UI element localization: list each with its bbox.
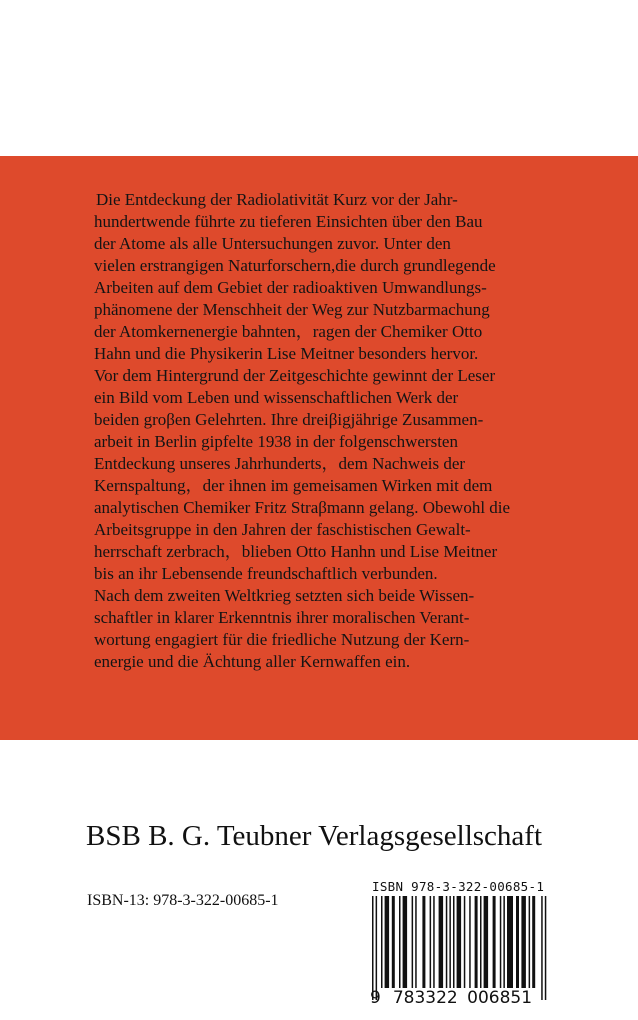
barcode-bar (541, 896, 543, 1000)
barcode-bar (392, 896, 395, 988)
isbn-label: ISBN-13: 978-3-322-00685-1 (87, 892, 279, 909)
publisher-name: BSB B. G. Teubner Verlagsgesellschaft (86, 820, 542, 852)
blurb-line: Arbeitsgruppe in den Jahren der faschistischen Gewalt- (94, 520, 471, 539)
barcode-bar (439, 896, 444, 988)
blurb-line: Vor dem Hintergrund der Zeitgeschichte gewinnt der Leser (94, 366, 496, 385)
barcode-bar (381, 896, 383, 988)
barcode-digit-first: 9 (370, 988, 381, 1008)
barcode-bar (507, 896, 513, 988)
barcode-bar (500, 896, 502, 988)
blurb-line: phänomene der Menschheit der Weg zur Nutzbarmachung (94, 300, 490, 319)
barcode-digits-right: 006851 (467, 988, 533, 1008)
barcode-bar (412, 896, 414, 988)
blurb-line: vielen erstrangigen Naturforschern,die durch grundlegende (94, 256, 496, 275)
barcode-bar (464, 896, 466, 988)
blurb-line: arbeit in Berlin gipfelte 1938 in der folgenschwersten (94, 432, 458, 451)
barcode-isbn-text: ISBN 978-3-322-00685-1 (372, 879, 545, 894)
blurb-line: hundertwende führte zu tieferen Einsichten über den Bau (94, 212, 483, 231)
blurb-line: analytischen Chemiker Fritz Straβmann gelang. Obewohl die (94, 498, 511, 517)
blurb-line: der Atomkernenergie bahnten，ragen der Chemiker Otto (94, 322, 483, 341)
blurb-line: der Atome als alle Untersuchungen zuvor. Unter den (94, 234, 451, 253)
barcode-digits-left: 783322 (392, 988, 458, 1008)
blurb-line: Arbeiten auf dem Gebiet der radioaktiven Umwandlungs- (94, 278, 487, 297)
barcode-bar (430, 896, 432, 988)
barcode-bar (532, 896, 535, 988)
blurb-line: beiden groβen Gelehrten. Ihre dreiβigjährige Zusammen- (94, 410, 484, 429)
blurb-line: Kernspaltung，der ihnen im gemeisamen Wirken mit dem (94, 476, 493, 495)
barcode-bar (480, 896, 482, 988)
barcode-bar (403, 896, 408, 988)
barcode-bar (446, 896, 448, 988)
blurb-line: bis an ihr Lebensende freundschaftlich verbunden. (94, 564, 438, 583)
barcode-bar (493, 896, 496, 988)
barcode-bar (385, 896, 390, 988)
blurb-line: wortung engagiert für die friedliche Nutzung der Kern- (94, 630, 470, 649)
blurb-line: Die Entdeckung der Radiolativität Kurz vor der Jahr- (96, 190, 458, 209)
barcode-bar (449, 896, 451, 1000)
blurb-line: Nach dem zweiten Weltkrieg setzten sich beide Wissen- (94, 586, 475, 605)
barcode-bar (457, 896, 462, 988)
blurb-line: schaftler in klarer Erkenntnis ihrer moralischen Verant- (94, 608, 470, 627)
blurb-line: energie und die Ächtung aller Kernwaffen ein. (94, 652, 411, 671)
barcode-bar (503, 896, 505, 988)
blurb-line: Hahn und die Physikerin Lise Meitner besonders hervor. (94, 344, 479, 363)
barcode-bar (422, 896, 425, 988)
barcode-bar (484, 896, 489, 988)
barcode-bar (376, 896, 378, 1000)
barcode-bar (545, 896, 547, 1000)
blurb-line: herrschaft zerbrach，blieben Otto Hanhn und Lise Meitner (94, 542, 498, 561)
barcode-bar (372, 896, 374, 1000)
barcode-bar (415, 896, 417, 988)
barcode-bar (399, 896, 401, 988)
barcode-bar (475, 896, 478, 988)
barcode-bar (516, 896, 519, 988)
blurb-line: ein Bild vom Leben und wissenschaftlichen Werk der (94, 388, 459, 407)
barcode-bar (521, 896, 526, 988)
blurb-line: Entdeckung unseres Jahrhunderts，dem Nachweis der (94, 454, 466, 473)
barcode-digits (370, 988, 534, 1008)
barcode-bar (469, 896, 471, 988)
barcode-bar (453, 896, 455, 1000)
barcode-bar (433, 896, 435, 988)
barcode-bar (529, 896, 531, 988)
